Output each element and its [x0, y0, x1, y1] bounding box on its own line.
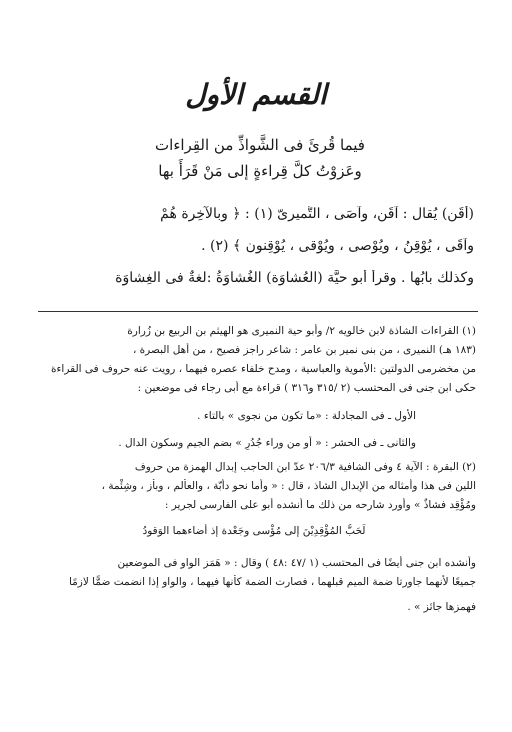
- subtitle-line-2: وعَزوْتُ كلَّ قِراءةٍ إلى مَنْ قَرَأَ بها: [158, 162, 362, 180]
- main-text-line-1: (أَقَن) يُقال : آقَن، وآصَى ، التُّميرىّ (١) : ﴿ وبالآخِرة هُمْ: [160, 206, 474, 222]
- footnote-line: اللين فى هذا وأمثاله من الإبدال الشاذ ، قال : « وأما نحو دأبّة ، والعألم ، وبأز ، وشِئْمة ،: [101, 480, 476, 492]
- footnote-line: من مخضرمى الدولتين :الأموية والعباسية ، ومدح خلفاء عصره فيهما ، رويت عنه حروف فى القراءة: [50, 363, 476, 375]
- footnote-divider: [38, 311, 478, 312]
- subtitle-line-1: فيما قُرئَ فى الشَّواذِّ من القِراءات: [155, 136, 365, 154]
- main-text-line-2: وآقَى ، يُوْقِنُ ، ويُوْصى ، ويُوْقى ، يُوْقِنون ﴾ (٢) .: [201, 238, 474, 254]
- footnote-line: (١) القراءات الشاذة لابن خالويه ٢/ وأبو حية النميرى هو الهيثم بن الربيع بن زُرارة: [127, 325, 476, 337]
- footnote-line: الأول ـ فى المجادلة : «ما تكون من نجوى » بالتاء .: [197, 410, 416, 422]
- footnote-line: حكى ابن جنى فى المحتسب (٢ /٣١٥ و٣١٦ ) قراءة مع أبى رجاء فى موضعين :: [137, 382, 476, 394]
- footnote-line: جميعًا لأنهما جاورتا ضمة الميم قبلهما ، فصارت الضمة كأنها فيهما ، والواو إذا انضمت ضمًّا لازمًا: [68, 576, 476, 588]
- footnote-line: (١٨٣ هـ) النميرى ، من بنى نمير بن عامر : شاعر راجز فصيح ، من أهل البصرة ،: [132, 344, 476, 356]
- footnote-line: ومُؤْقِد فشاذٌ » وأورد شارحه من ذلك ما أنشده أبو على الفارسى لجرير :: [164, 499, 476, 511]
- section-heading: القسم الأول: [185, 78, 327, 111]
- verse-line: لَحَبُّ المُؤْقِدِيْنَ إلى مُؤْسى وجَعْدة إذ أضاءهما الوَقودُ: [142, 525, 366, 537]
- footnote-line: فهمزها جائز » .: [407, 601, 476, 613]
- footnote-line: وأنشده ابن جنى أيضًا فى المحتسب (١ /٤٧ :٤٨ ) وقال : « هَمَز الواو فى الموضعين: [117, 557, 476, 569]
- footnote-line: (٢) البقرة : الآية ٤ وفى الشافية ٢٠٦/٣ عدّ ابن الحاجب إبدال الهمزة من حروف: [134, 461, 476, 473]
- footnote-line: والثانى ـ فى الحشر : « أو من وراء جُدُرِ » بضم الجيم وسكون الدال .: [118, 437, 416, 449]
- main-text-line-3: وكذلك بابُها . وقرأ أبو حيَّة (العُشاوَة) الغُشاوَةُ :لغةٌ فى الغِشاوَة: [115, 270, 474, 286]
